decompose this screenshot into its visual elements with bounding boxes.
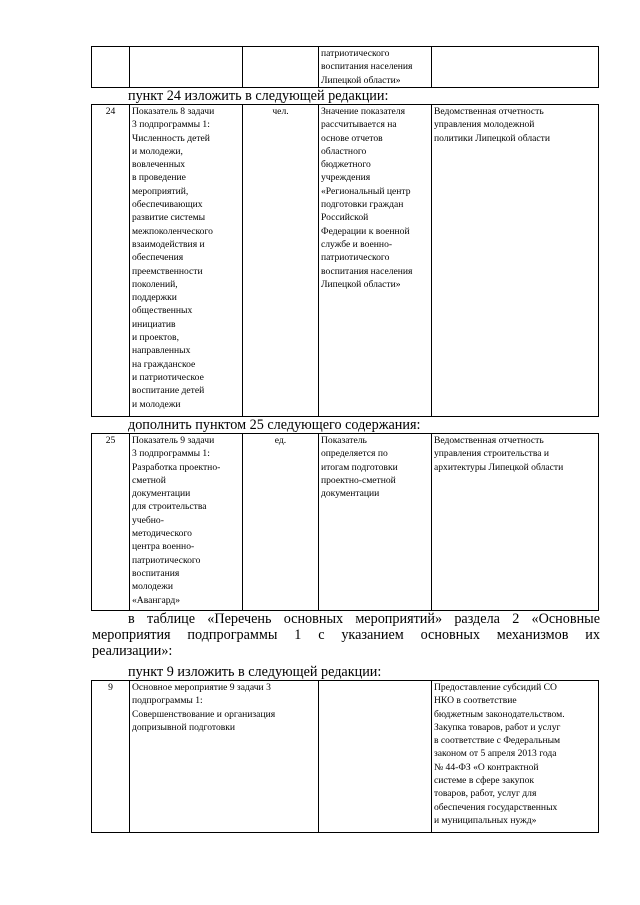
- heading-point-24: пункт 24 изложить в следующей редакции:: [128, 88, 389, 104]
- cell-indicator: Показатель 9 задачи 3 подпрограммы 1: Разработка проектно- сметной документации для строительства учебно- методического центра военно- патриотического воспитания молодежи «Авангард»: [130, 434, 243, 611]
- paragraph-line: мероприятия подпрограммы 1 с указанием основных механизмов их: [92, 627, 600, 643]
- cell-num: 25: [92, 434, 130, 611]
- cell-num: 24: [92, 105, 130, 417]
- cell-method: патриотического воспитания населения Липецкой области»: [319, 47, 432, 88]
- cell-num: 9: [92, 681, 130, 833]
- cell-source: Ведомственная отчетность управления молодежной политики Липецкой области: [432, 105, 599, 417]
- table-point-9: [91, 680, 599, 833]
- cell-num: [92, 47, 130, 88]
- table-row: [92, 681, 599, 833]
- table-point-24: [91, 104, 599, 417]
- table-row: [92, 47, 599, 88]
- paragraph-line: реализации»:: [92, 643, 173, 659]
- cell-source: [432, 47, 599, 88]
- cell-empty: [319, 681, 432, 833]
- cell-indicator: [130, 47, 243, 88]
- heading-point-9: пункт 9 изложить в следующей редакции:: [128, 664, 382, 680]
- cell-indicator: Показатель 8 задачи 3 подпрограммы 1: Численность детей и молодежи, вовлеченных в проведение мероприятий, обеспечивающих развитие системы межпоколенческого взаимодействия и обеспечения преемственности поколений, поддержки общественных инициатив и проектов, направленных на гражданское и патриотическое воспитание детей и молодежи: [130, 105, 243, 417]
- cell-method: Значение показателя рассчитывается на основе отчетов областного бюджетного учреждения «Региональный центр подготовки граждан Российской Федерации к военной службе и военно- патриотического воспитания населения Липецкой области»: [319, 105, 432, 417]
- paragraph-line: в таблице «Перечень основных мероприятий» раздела 2 «Основные: [128, 611, 600, 627]
- cell-method: Показатель определяется по итогам подготовки проектно-сметной документации: [319, 434, 432, 611]
- table-row: [92, 105, 599, 417]
- cell-source: Ведомственная отчетность управления строительства и архитектуры Липецкой области: [432, 434, 599, 611]
- paragraph-table-reference: [92, 611, 600, 659]
- cell-mechanism: Предоставление субсидий СО НКО в соответствие бюджетным законодательством. Закупка товаров, работ и услуг в соответствие с Федеральным законом от 5 апреля 2013 года № 44-ФЗ «О контрактной системе в сфере закупок товаров, работ, услуг для обеспечения государственных и муниципальных нужд»: [432, 681, 599, 833]
- cell-activity: Основное мероприятие 9 задачи 3 подпрограммы 1: Совершенствование и организация допризывной подготовки: [130, 681, 319, 833]
- table-point-25: [91, 433, 599, 611]
- cell-unit: [243, 47, 319, 88]
- cell-unit: ед.: [243, 434, 319, 611]
- heading-point-25: дополнить пунктом 25 следующего содержания:: [128, 417, 421, 433]
- table-continuation: [91, 46, 599, 88]
- cell-unit: чел.: [243, 105, 319, 417]
- table-row: [92, 434, 599, 611]
